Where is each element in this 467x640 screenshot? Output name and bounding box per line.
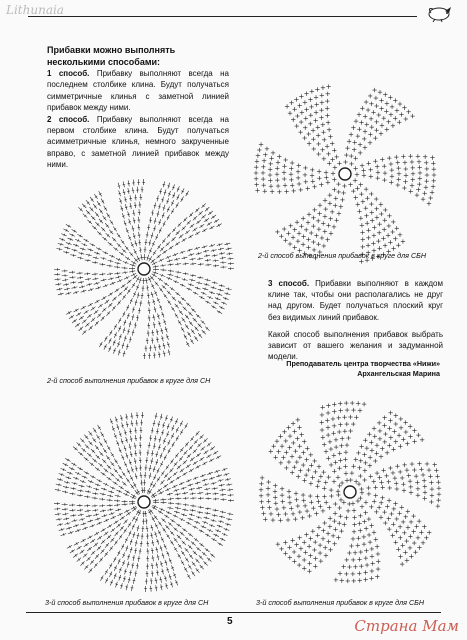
header-bar <box>0 0 467 24</box>
method2-text: Прибавку выполняют всегда на первом столбике клина. Будут получаться асимметричные клинья, немного закрученные вправо, с заметной линией прибавок между ними. <box>47 114 230 170</box>
page-number: 5 <box>227 616 233 627</box>
method3-label: 3 способ. <box>268 279 310 288</box>
method3-section <box>268 278 443 362</box>
site-watermark: Lithunaia <box>6 3 64 17</box>
diagram2-caption: 2-й способ выполнения прибавок в круге для СН <box>47 376 211 385</box>
header-rule <box>28 16 417 17</box>
method2-paragraph <box>47 114 229 171</box>
method2-label: 2 способ. <box>47 114 90 124</box>
method1-label: 1 способ. <box>47 69 90 78</box>
site-logo-watermark: Страна Мам <box>354 617 459 635</box>
bird-icon <box>423 1 455 23</box>
author-line1: Преподаватель центра творчества «Нижи» <box>286 359 440 368</box>
method3-text: Прибавки выполняют в каждом клине так, чтобы они располагались не друг над другом. Будет получаться плоский круг без видимых линий прибавок. <box>268 279 443 322</box>
diagram3-caption: 3-й способ выполнения прибавок в круге для СН <box>45 598 209 607</box>
footer-rule <box>26 612 441 613</box>
method3-paragraph <box>268 278 443 323</box>
diagram-sc-method3 <box>252 394 448 590</box>
method1-text: Прибавку выполняют всегда на последнем столбике клина. Будут получаться симметричные клинья с заметной линией прибавок между ними. <box>47 69 230 113</box>
diagram-sc-method2 <box>247 76 443 272</box>
author-credit <box>258 359 440 378</box>
diagram-dc-method3 <box>46 404 242 600</box>
intro-section <box>47 45 229 171</box>
intro-title: Прибавки можно выполнять несколькими способами: <box>47 45 176 67</box>
method-choice-text: Какой способ выполнения прибавок выбрать зависит от вашего желания и задуманной модели. <box>268 329 443 362</box>
diagram-dc-method2 <box>46 171 242 367</box>
diagram4-caption: 3-й способ выполнения прибавок в круге для СБН <box>256 598 425 607</box>
author-line2: Архангельская Марина <box>357 368 440 378</box>
diagram1-caption: 2-й способ выполнения прибавок в круге для СБН <box>258 251 427 260</box>
method1-paragraph <box>47 68 229 114</box>
